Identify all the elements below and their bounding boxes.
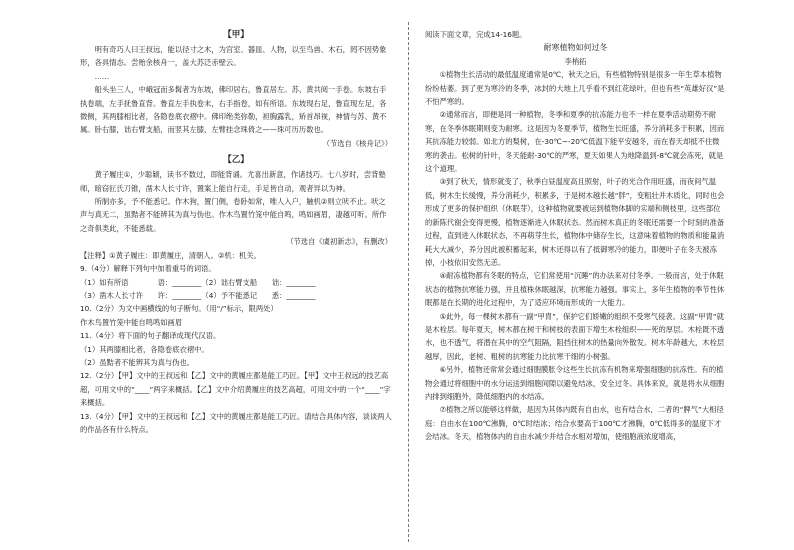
article-paragraph-5: ⑤此外，每一棵树木都有一副“甲胄”，保护它们娇嫩的组织不受寒气侵袭。这副“甲胄”就是木栓层。每年夏天，树木都在树干和树枝的表面下增生木栓组织——死的厚层。木栓既不透水，也不透气，将潜在其中的空气阻隔，阻挡住树木的热量向外散发。树木年龄越大，木栓层越厚，因此，老树、粗树的抗寒能力比抗寒干细的小树强。 (425, 311, 725, 361)
question-11-item-1: （1）其两膝相比者，各隐卷底衣褶中。 (80, 344, 209, 354)
article-paragraph-7: ⑦植物之所以能够这样做，是因为其体内既有自由水，也有结合水，二者的“脾气”大相径庭：自由水在100℃沸腾，0℃时结冰；结合水要高于100℃才沸腾，0℃低得多的温度下才会结冰。冬天，植物体内的自由水减少并结合水相对增加，使细胞液浓度增高， (425, 405, 724, 442)
question-10: 10.（2分）为文中画横线的句子断句。（用“/”标示，限两处） (80, 304, 278, 314)
yi-source: （节选自《虞初新志》，有删改） (286, 237, 392, 247)
question-10-sentence: 作木鸟置竹笼中能自鸣鸣如画眉 (80, 317, 183, 327)
question-9: 9.（4分）解释下列句中加着重号的词语。 (80, 264, 216, 274)
right-column (425, 28, 726, 444)
jia-source: （节选自《核舟记》） (322, 138, 392, 148)
question-11: 11.（4分）将下面的句子翻译成现代汉语。 (80, 331, 221, 341)
jia-title: 【甲】 (223, 30, 249, 40)
column-divider (408, 22, 409, 542)
article-paragraph-6: ⑥另外，植物还常常会通过细胞膜胀令这些生长抗冻有机物来增强细胞的抗冻性。有的植物会通过将细胞中的水分运送到细胞间隙以避免结冰，安全过冬。具体来说，就是将水从细胞内排到细胞外，降低细胞内的水结冻。 (425, 365, 725, 401)
question-12: 12.（2分）【甲】文中的王叔远和【乙】文中的黄履庄都是能工巧匠。【甲】文中王叔远的技艺高超，可用文中的“____”两字来概括。【乙】文中介绍黄履庄的技艺高超，可用文中的一个“____”字来概括。 (80, 371, 391, 408)
jia-paragraph-2: 船头坐三人，中峨冠而多髯者为东坡，佛印居右，鲁直居左。苏、黄共阅一手卷。东坡右手执卷端，左手抚鲁直背。鲁直左手执卷末，右手指卷，如有所语。东坡现右足，鲁直现左足，各微侧，其两膝相比者，各隐卷底衣褶中。佛印绝类弥勒，袒胸露乳，矫首昂视，神情与苏、黄不属。卧右膝，诎右臂支船，而竖其左膝，左臂挂念珠倚之——珠可历历数也。 (80, 85, 387, 135)
left-column (80, 28, 392, 436)
reading-intro: 阅读下面文章，完成14-16题。 (425, 30, 527, 39)
article-author: 李梢拓 (564, 56, 587, 66)
yi-paragraph-2: 所制亦多，予不能悉记。作木狗，置门侧，卷卧如常，唯人入户，触机②则立吠不止。吠之声与真无二，虽黠者不能辨其为真与伪也。作木鸟置竹笼中能自鸣，鸣如画眉，凄越可听。所作之奇俱类此，不能悉载。 (80, 197, 387, 233)
question-9-items-a: （1）如有所语 语：________（2）诎右臂支船 诎：________ (80, 277, 316, 287)
article-title: 耐寒植物如何过冬 (543, 43, 608, 53)
yi-paragraph-1: 黄子履庄①，少聪颖，读书不数过，即能背诵。尤喜出新意，作诸技巧。七八岁时，尝背塾师，暗窃匠氏刀锥，凿木人长寸许，置案上能自行走，手足皆自动，观者异以为神。 (80, 170, 386, 193)
article-paragraph-4: ④耐冻植物都有冬眠的特点，它们常使用“沉睡”的办法来对付冬季。一般而言，处于休眠状态的植物抗寒能力强，并且植株休眠越深，抗寒能力越强。事实上，多年生植物的季节性休眠都是在长期的进化过程中，为了适应环境而形成的一大能力。 (425, 271, 725, 308)
article-paragraph-2: ②通常而言，即便是同一种植物，冬季和夏季的抗冻能力也不一样在夏季活动期势不耐寒，在冬季休眠期则变为耐寒。这是因为冬夏季节，植物生长旺盛，养分消耗多于积累，因而其抗冻能力较弱。如北方的梨树，在-30℃~-20℃低温下能平安越冬，而在春天却抵不住微寒的袭击。松树的针叶，冬天能耐-30℃的严寒，夏天如果人为地降温到-8℃就会冻死，就是这个道理。 (425, 110, 725, 174)
article-paragraph-1: ①植物生长活动的最低温度通常是0℃，秋天之后，有些植物特别是很多一年生草本植物纷纷枯萎。到了更为寒冷的冬季，冰封的大地上几乎看不到红花绿叶，但也有些“英雄好汉”是不怕严寒的。 (425, 70, 725, 107)
question-11-item-2: （2）虽黠者不能辨其为真与伪也。 (80, 357, 195, 367)
annotation-note: 【注释】①黄子履庄：即黄履庄，清朝人。②机：机关。 (80, 250, 261, 260)
question-13: 13.（4分）【甲】文中的王叔远和【乙】文中的黄履庄都是能工巧匠。请结合具体内容，谈谈两人的作品各有什么特点。 (80, 411, 392, 434)
article-paragraph-3: ③到了秋天，情形就变了，秋季白昼温度高且照射，叶子的光合作用旺盛，而夜间气温低，树木生长缓慢，养分消耗少，积累多，于是树木越长越“胖”，变粗壮并木质化，同时也会形成了更多的保护组织（休眠芽），这种植物就要被运到植物体脚的实端和侧枝里，这些部位的新陈代谢会变得更慢，植物逐渐进入休眠状态。然而树木真正的冬眠还需要一个时刻的准备过程，直到进入休眠状态，不再萌芽生长，植物体中储存生长，这意味着植物的物质和能量消耗大大减少，养分因此被积蓄起来，树木还得以有了抵御寒冷的能力，即便叶子在冬天被冻掉，小枝依旧安然无恙。 (425, 177, 725, 267)
jia-paragraph-1: 明有奇巧人曰王叔远，能以径寸之木，为宫室、器皿、人物，以至鸟兽、木石，罔不因势象形，各具情态。尝贻余核舟一，盖大苏泛赤壁云。 (80, 45, 387, 68)
jia-ellipsis: …… (94, 71, 110, 81)
question-9-items-b: （3）凿木人长寸许 许：________（4）予不能悉记 悉：________ (80, 290, 316, 300)
yi-title: 【乙】 (223, 155, 249, 166)
